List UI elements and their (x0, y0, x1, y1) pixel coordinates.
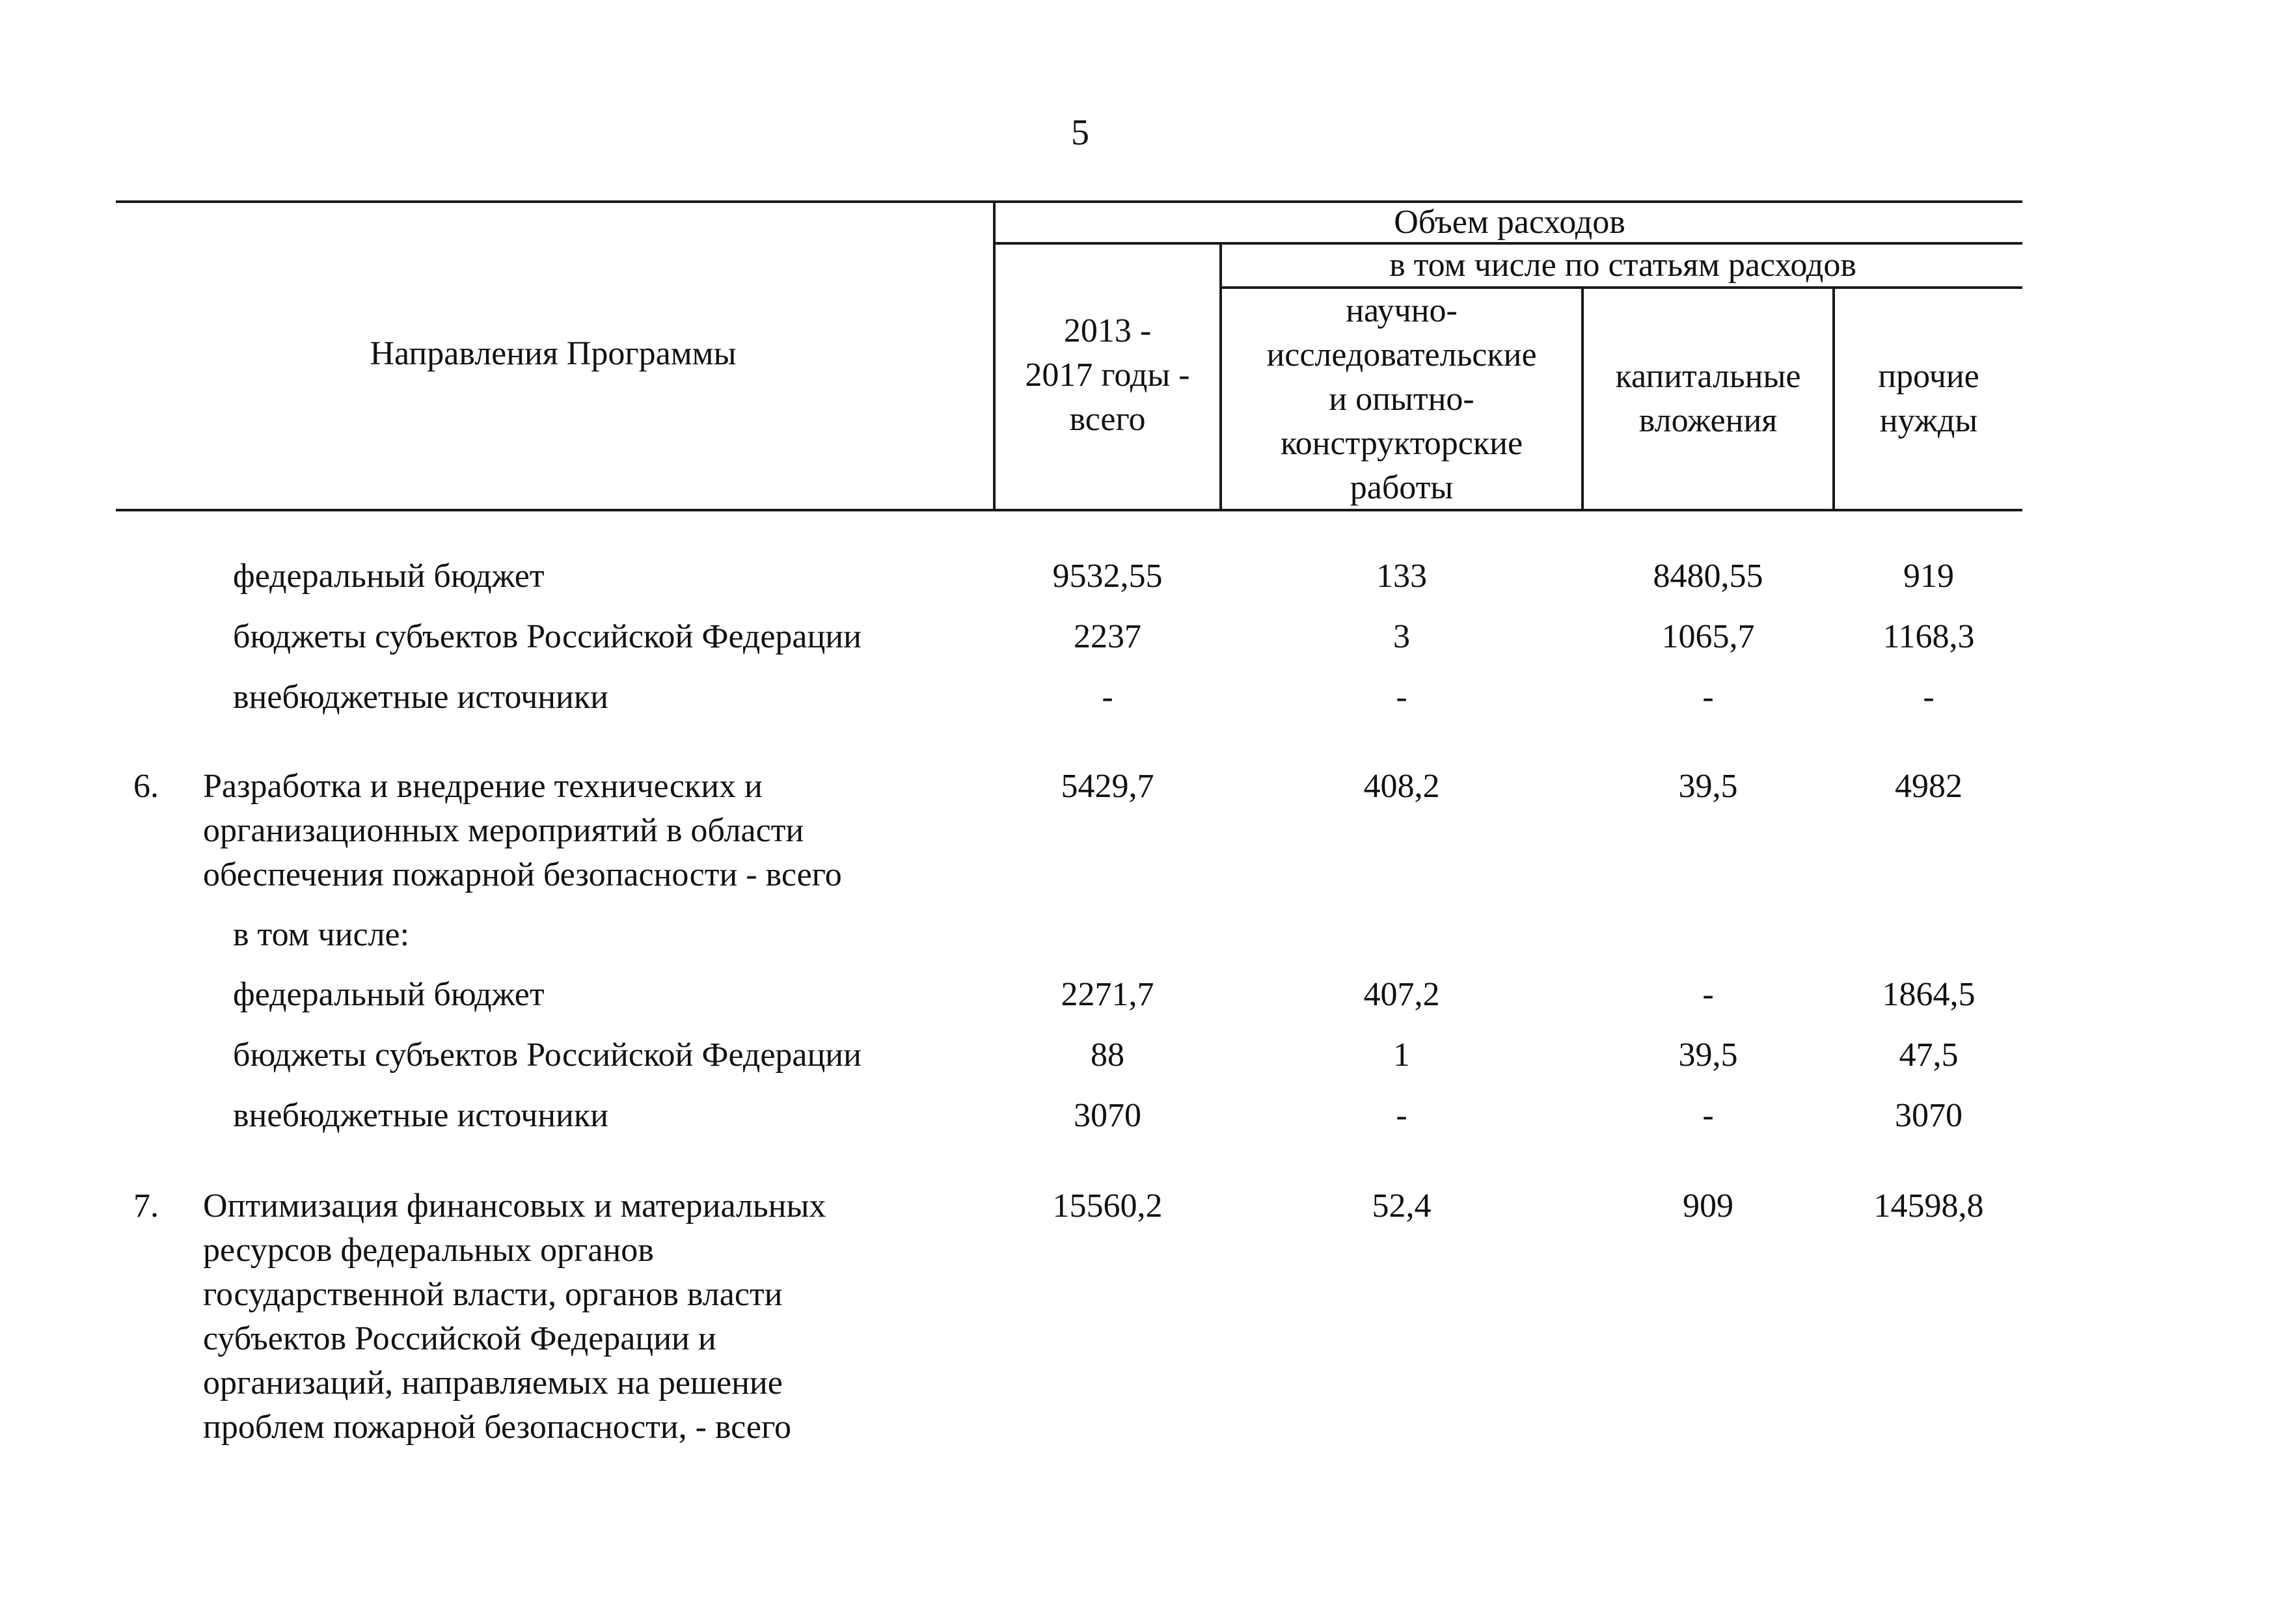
cell-capital: 1065,7 (1661, 618, 1755, 655)
cell-rnd: 133 (1376, 558, 1427, 595)
section-title (203, 765, 842, 897)
section-title (203, 1184, 826, 1450)
cell-rnd: 3 (1393, 618, 1410, 655)
section-title-line: ресурсов федеральных органов (203, 1232, 654, 1269)
section-title-line: организационных мероприятий в области (203, 812, 804, 849)
cell-capital: - (1702, 1097, 1714, 1134)
cell-other: - (1923, 679, 1935, 716)
section-title-line: проблем пожарной безопасности, - всего (203, 1409, 791, 1446)
header-bottom-rule (116, 509, 2022, 511)
cell-total: 5429,7 (1061, 768, 1154, 805)
section-number: 7. (133, 1187, 159, 1225)
header-volume: Объем расходов (1394, 204, 1625, 241)
header-other-line: прочие (1878, 358, 1979, 395)
header-total-line: 2013 - (1063, 312, 1152, 349)
cell-other: 47,5 (1899, 1036, 1959, 1074)
header-rnd-line: конструкторские (1280, 425, 1523, 462)
cell-total: 2237 (1074, 618, 1141, 655)
header-rnd-line: и опытно- (1329, 381, 1474, 418)
header-rnd-line: научно- (1346, 292, 1458, 329)
cell-capital: 39,5 (1678, 1036, 1738, 1074)
section-title-line: государственной власти, органов власти (203, 1276, 783, 1313)
cell-rnd: 1 (1393, 1036, 1410, 1074)
cell-other: 4982 (1895, 768, 1963, 805)
header-rnd-line: исследовательские (1266, 336, 1537, 373)
header-other (1835, 355, 2022, 443)
cell-total: 15560,2 (1052, 1187, 1163, 1225)
cell-total: 88 (1091, 1036, 1124, 1074)
cell-total: 9532,55 (1052, 558, 1163, 595)
cell-total: 2271,7 (1061, 976, 1154, 1013)
header-rnd (1222, 289, 1581, 510)
including-label: в том числе: (233, 916, 410, 953)
cell-capital: - (1702, 976, 1714, 1013)
header-capital (1584, 355, 1832, 443)
cell-total: - (1102, 679, 1113, 716)
cell-rnd: 407,2 (1363, 976, 1440, 1013)
section-title-line: субъектов Российской Федерации и (203, 1320, 716, 1357)
cell-rnd: 52,4 (1372, 1187, 1432, 1225)
row-label: федеральный бюджет (233, 976, 545, 1013)
cell-rnd: - (1396, 1097, 1407, 1134)
cell-capital: 39,5 (1678, 768, 1738, 805)
header-total (996, 309, 1219, 442)
row-label: внебюджетные источники (233, 679, 608, 716)
header-total-line: 2017 годы - (1025, 357, 1190, 394)
cell-other: 3070 (1895, 1097, 1963, 1134)
cell-other: 1168,3 (1882, 618, 1975, 655)
header-including: в том числе по статьям расходов (1389, 247, 1856, 284)
page-number: 5 (1071, 113, 1089, 153)
cell-capital: - (1702, 679, 1714, 716)
section-number: 6. (133, 768, 159, 805)
cell-other: 14598,8 (1873, 1187, 1984, 1225)
row-label: федеральный бюджет (233, 558, 545, 595)
section-title-line: Разработка и внедрение технических и (203, 768, 763, 805)
section-title-line: Оптимизация финансовых и материальных (203, 1187, 826, 1225)
section-title-line: обеспечения пожарной безопасности - всего (203, 856, 842, 893)
section-title-line: организаций, направляемых на решение (203, 1364, 783, 1401)
row-label: внебюджетные источники (233, 1097, 608, 1134)
header-capital-line: вложения (1638, 402, 1778, 439)
header-rnd-line: работы (1350, 469, 1454, 506)
row-label: бюджеты субъектов Российской Федерации (233, 618, 862, 655)
cell-rnd: 408,2 (1363, 768, 1440, 805)
cell-total: 3070 (1074, 1097, 1141, 1134)
header-capital-line: капитальные (1615, 358, 1801, 395)
row-label: бюджеты субъектов Российской Федерации (233, 1036, 862, 1074)
cell-rnd: - (1396, 679, 1407, 716)
header-other-line: нужды (1879, 402, 1978, 439)
header-total-line: всего (1069, 401, 1146, 438)
cell-other: 919 (1903, 558, 1954, 595)
cell-capital: 909 (1683, 1187, 1733, 1225)
header-directions: Направления Программы (370, 335, 737, 372)
cell-capital: 8480,55 (1653, 558, 1763, 595)
cell-other: 1864,5 (1882, 976, 1976, 1013)
